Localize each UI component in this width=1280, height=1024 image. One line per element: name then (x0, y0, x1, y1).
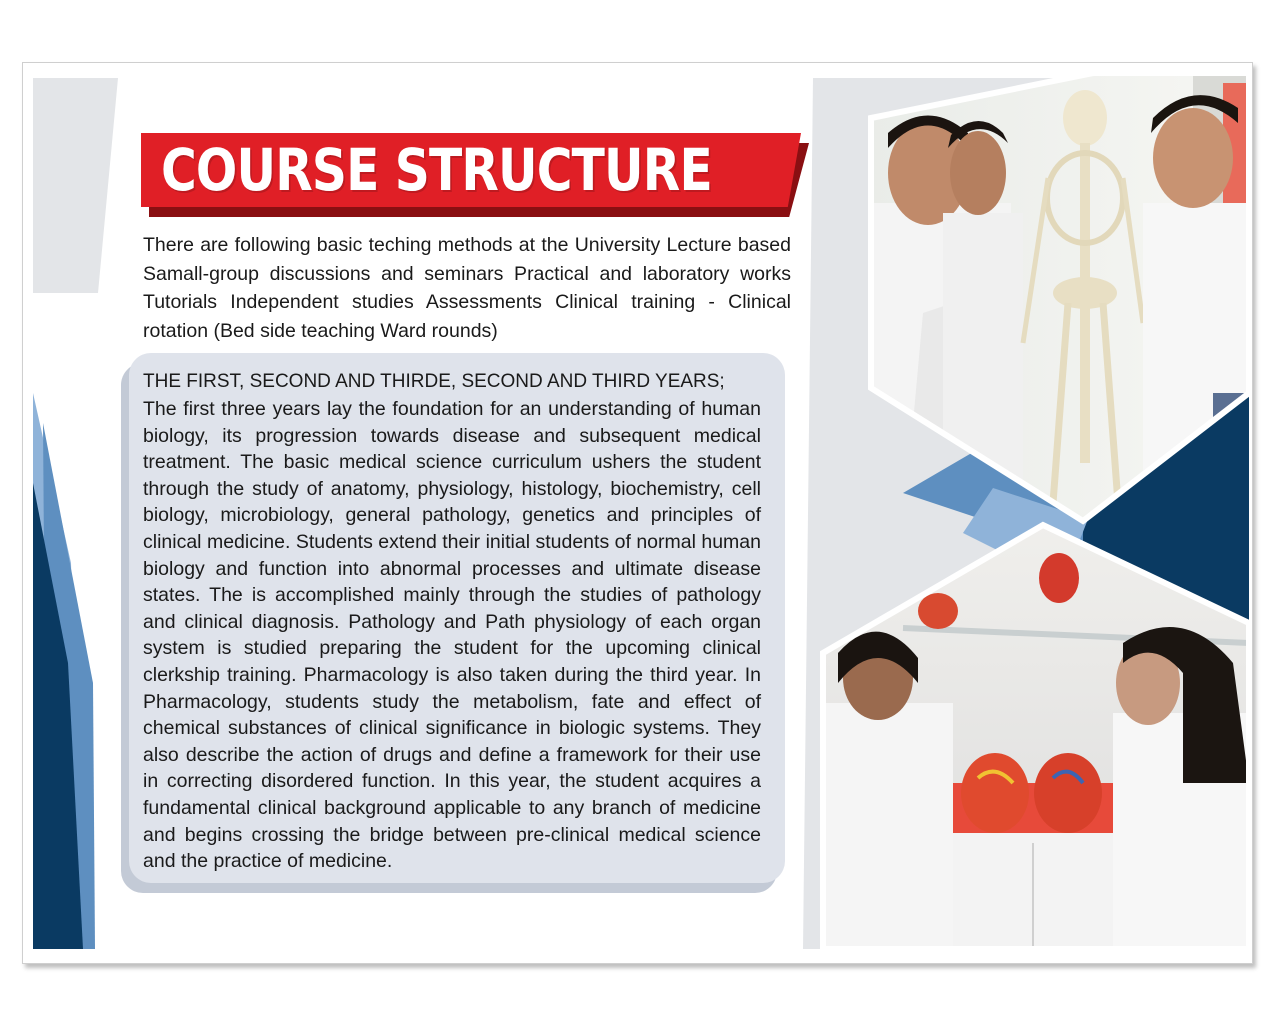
intro-paragraph: There are following basic teching methods at the University Lecture based Samall-group discussions and seminars Practical and laboratory works Tutorials Independent studies Assessments Clinical training - Clinical rotation (Bed side teaching Ward rounds) (143, 234, 791, 342)
photo-collage (23, 63, 1252, 963)
content-body: The first three years lay the foundation for an understanding of human biology, its progression towards disease and subsequent medical treatment. The basic medical science curriculum ushers the student through the study of anatomy, physiology, histology, biochemistry, cell biology, microbiology, general pathology, genetics and principles of clinical medicine. Students extend their initial students of normal human biology and function into abnormal processes and ultimate disease states. The is accomplished mainly through the studies of pathology and clinical diagnosis. Pathology and Path physiology of each organ system is studied preparing the student for the upcoming clinical clerkship training. Pharmacology is also taken during the third year. In Pharmacology, students study the metabolism, fate and effect of chemical substances of clinical significance in biologic systems. They also describe the action of drugs and define a framework for their use in correcting disordered function. In this year, the student acquires a fundamental clinical background applicable to any branch of medicine and begins crossing the bridge between pre-clinical medical science and the practice of medicine. (143, 398, 761, 873)
course-structure-page (22, 62, 1253, 964)
content-heading: THE FIRST, SECOND AND THIRDE, SECOND AND THIRD YEARS; (143, 371, 725, 392)
page-title: COURSE STRUCTURE (161, 136, 712, 204)
heart-models-photo (813, 518, 1252, 958)
skeleton-lab-photo (863, 63, 1252, 533)
